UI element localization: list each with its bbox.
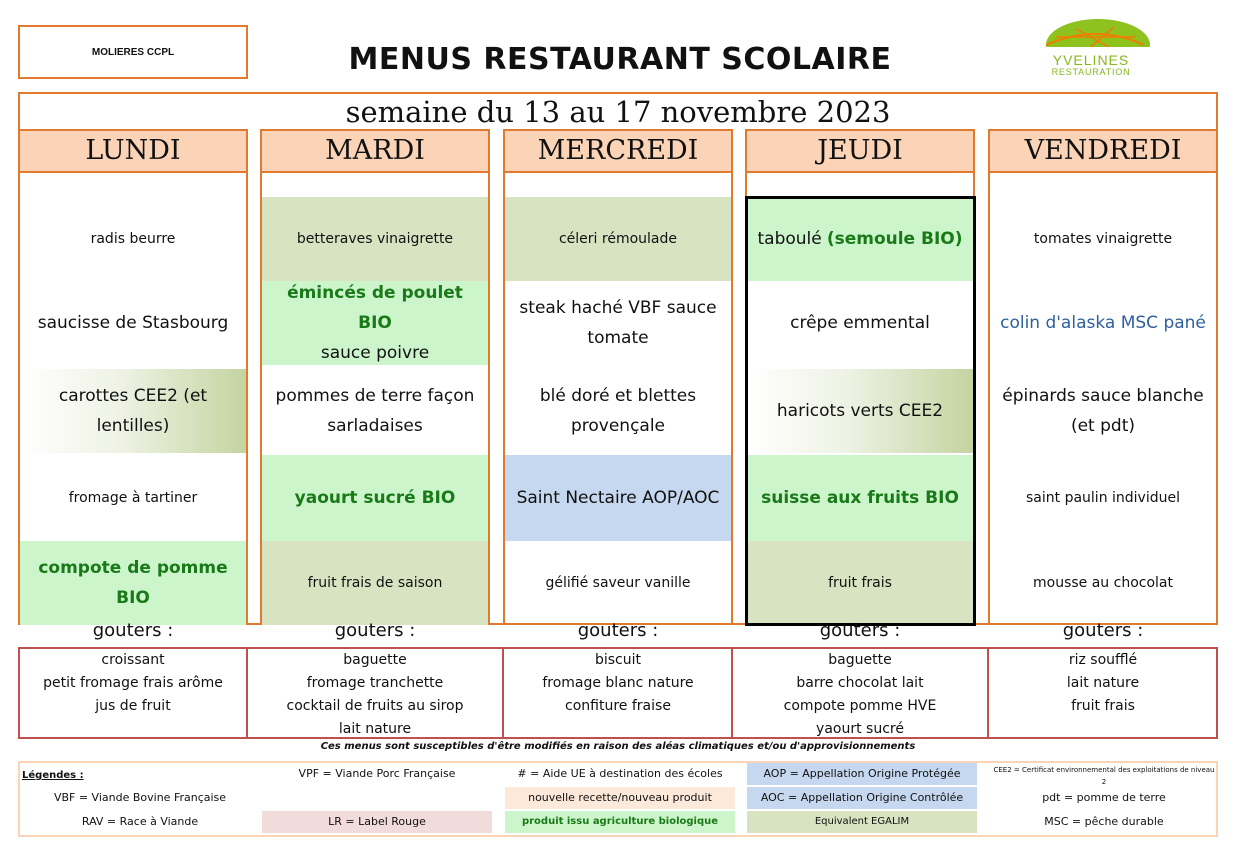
day-header: JEUDI (745, 129, 975, 173)
menu-item-plat-bio: émincés de poulet BIO (287, 283, 463, 333)
legend-cee2: CEE2 = Certificat environnemental des exploitations de niveau 2 (993, 766, 1215, 786)
page-title: MENUS RESTAURANT SCOLAIRE (348, 42, 892, 77)
day-column-vendredi (988, 129, 1218, 625)
menu-item-entree: céleri rémoulade (505, 197, 731, 281)
menu-item-entree: betteraves vinaigrette (262, 197, 488, 281)
day-header: MARDI (260, 129, 490, 173)
gouter-item: confiture fraise (565, 698, 671, 714)
gouter-item: compote pomme HVE (783, 698, 937, 714)
day-column-lundi (18, 129, 248, 625)
day-header: LUNDI (18, 129, 248, 173)
gouter-item: baguette (343, 652, 407, 668)
menu-item-dessert: gélifié saveur vanille (545, 575, 691, 591)
gouters-label: gouters : (92, 620, 174, 641)
day-body (988, 173, 1218, 625)
menu-item-fromage: yaourt sucré BIO (262, 455, 488, 541)
gouter-item: cocktail de fruits au sirop (286, 698, 464, 714)
day-column-mardi (260, 129, 490, 625)
gouters-label: gouters : (334, 620, 416, 641)
menu-item-entree: tomates vinaigrette (1033, 231, 1173, 247)
legend-vpf: VPF = Viande Porc Française (298, 767, 456, 780)
menu-item-dessert: mousse au chocolat (1033, 575, 1173, 591)
legend-bio: produit issu agriculture biologique (505, 811, 735, 833)
school-name-box (18, 25, 248, 79)
gouter-item: lait nature (338, 721, 412, 737)
logo-text-restauration: RESTAURATION (1051, 67, 1131, 77)
menu-item-fromage: Saint Nectaire AOP/AOC (505, 455, 731, 541)
gouter-item: biscuit (594, 652, 642, 668)
day-body (260, 173, 490, 625)
legend-aoc: AOC = Appellation Origine Contrôlée (747, 787, 977, 809)
gouter-item: baguette (828, 652, 892, 668)
legend-title: Légendes : (22, 770, 84, 781)
gouters-list-lundi (18, 649, 248, 737)
legend-rav: RAV = Race à Viande (81, 815, 199, 828)
menu-item-fromage: fromage à tartiner (68, 490, 198, 506)
logo-swoosh-icon (1026, 15, 1156, 55)
day-header: MERCREDI (503, 129, 733, 173)
gouters-label: gouters : (819, 620, 901, 641)
gouter-item: fromage tranchette (306, 675, 444, 691)
menu-item-plat: saucisse de Stasbourg (37, 313, 229, 333)
legend-egalim: Equivalent EGALIM (747, 811, 977, 833)
legend-aide-ue: # = Aide UE à destination des écoles (517, 767, 723, 780)
day-header: VENDREDI (988, 129, 1218, 173)
day-column-jeudi (745, 129, 975, 625)
menu-item-accompagnement: épinards sauce blanche (et pdt) (1002, 386, 1204, 436)
menu-item-entree (747, 197, 973, 281)
day-column-mercredi (503, 129, 733, 625)
disclaimer-text: Ces menus sont susceptibles d'être modifiés en raison des aléas climatiques et/ou d'approvisionnements (320, 741, 916, 752)
menu-item-dessert: fruit frais de saison (262, 541, 488, 625)
menu-item-plat: crêpe emmental (790, 313, 930, 333)
menu-item-fromage: suisse aux fruits BIO (747, 455, 973, 541)
menu-item-fromage: saint paulin individuel (1026, 490, 1180, 506)
menu-item-entree: radis beurre (90, 231, 176, 247)
gouters-label: gouters : (1062, 620, 1144, 641)
legend-box (18, 761, 1218, 837)
menu-item-accompagnement: haricots verts CEE2 (747, 369, 973, 453)
gouter-item: petit fromage frais arôme (43, 675, 223, 691)
legend-pdt: pdt = pomme de terre (1042, 791, 1166, 804)
day-body (745, 173, 975, 625)
gouter-item: lait nature (1066, 675, 1140, 691)
menu-item-dessert: fruit frais (747, 541, 973, 625)
menu-item-entree-bio: (semoule BIO) (826, 229, 963, 249)
gouters-list-jeudi (731, 649, 989, 737)
legend-vbf: VBF = Viande Bovine Française (53, 791, 227, 804)
menu-item-entree-name: taboulé (757, 229, 822, 249)
gouters-label: gouters : (577, 620, 659, 641)
legend-msc: MSC = pêche durable (1044, 815, 1164, 828)
menu-item-plat-sauce: sauce poivre (320, 343, 430, 363)
logo-text-yvelines: YVELINES (1052, 52, 1130, 68)
gouter-item: riz soufflé (1068, 652, 1138, 668)
menu-item-accompagnement: carottes CEE2 (et lentilles) (20, 369, 246, 453)
week-banner: semaine du 13 au 17 novembre 2023 (18, 92, 1218, 130)
gouters-list-mardi (246, 649, 504, 737)
legend-aop: AOP = Appellation Origine Protégée (747, 763, 977, 785)
menu-item-plat (262, 281, 488, 365)
menu-item-plat: steak haché VBF sauce tomate (519, 298, 717, 348)
gouters-list-vendredi (988, 649, 1218, 737)
gouter-item: yaourt sucré (816, 721, 904, 737)
day-body (18, 173, 248, 625)
legend-label-rouge: LR = Label Rouge (262, 811, 492, 833)
gouter-item: fromage blanc nature (542, 675, 694, 691)
menu-item-accompagnement: blé doré et blettes provençale (539, 386, 697, 436)
gouter-item: jus de fruit (95, 698, 171, 714)
school-name: MOLIERES CCPL (91, 46, 175, 58)
menu-item-dessert: compote de pomme BIO (20, 541, 246, 625)
gouters-list-mercredi (503, 649, 733, 737)
gouter-item: barre chocolat lait (796, 675, 924, 691)
yvelines-restauration-logo (1026, 15, 1156, 79)
day-body (503, 173, 733, 625)
menu-item-accompagnement: pommes de terre façon sarladaises (275, 386, 475, 436)
menu-item-plat: colin d'alaska MSC pané (1000, 313, 1206, 333)
gouter-item: fruit frais (1071, 698, 1135, 714)
gouter-item: croissant (101, 652, 165, 668)
legend-nouvelle-recette: nouvelle recette/nouveau produit (505, 787, 735, 809)
